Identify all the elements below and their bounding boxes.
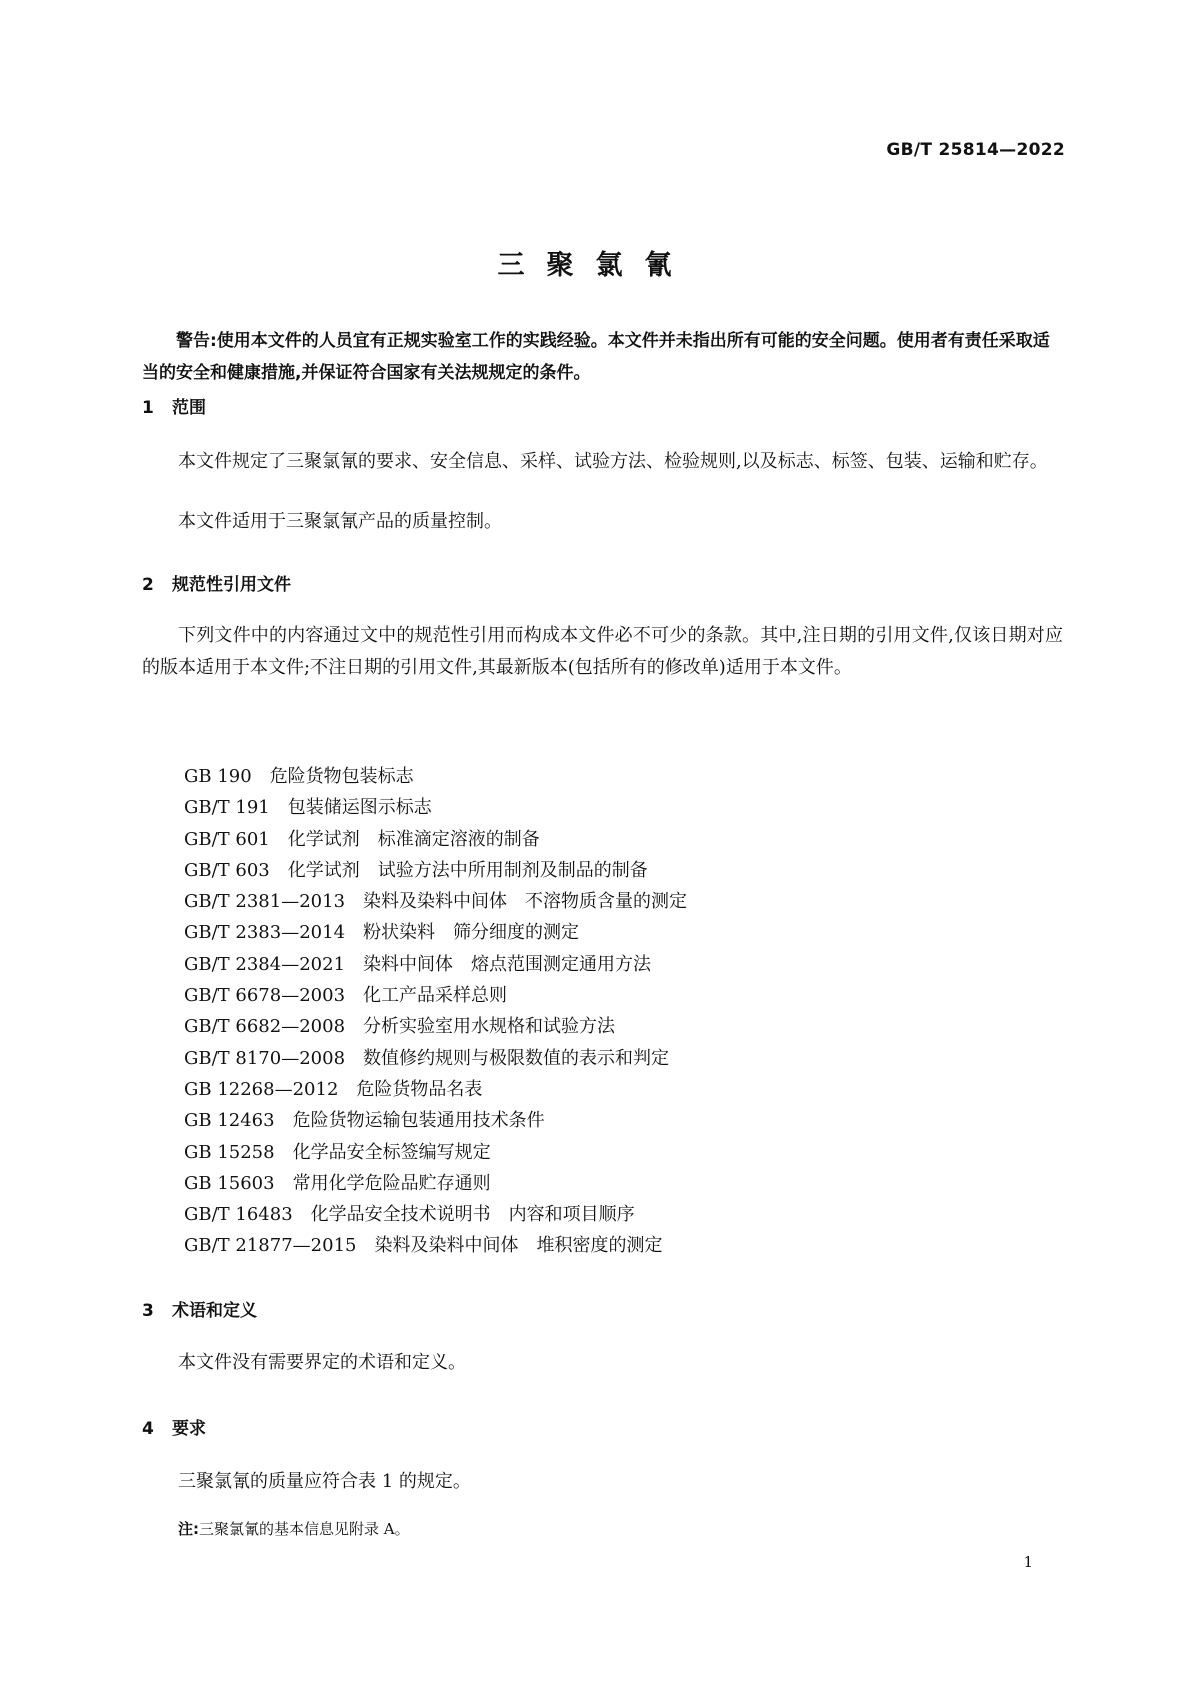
section-heading-requirements [142,1414,206,1439]
reference-code: GB/T 6678—2003 [184,985,346,1007]
reference-title: 染料及染料中间体 [374,1235,519,1257]
reference-title: 化学试剂 [287,859,360,881]
reference-list [184,761,687,1262]
section-heading-terms [142,1296,257,1321]
reference-code: GB 12463 [184,1110,275,1132]
reference-code: GB/T 603 [184,859,270,881]
reference-subtitle: 筛分细度的测定 [453,922,580,944]
reference-item [184,1011,687,1042]
scope-applicability-paragraph: 本文件适用于三聚氯氰产品的质量控制。 [178,511,502,532]
document-title: 三聚氯氰 [497,250,694,281]
reference-code: GB/T 6682—2008 [184,1016,346,1038]
reference-code: GB/T 2384—2021 [184,953,346,975]
note [178,1518,410,1539]
section-number: 2 [142,575,154,595]
reference-title: 数值修约规则与极限数值的表示和判定 [363,1047,670,1069]
reference-item [184,824,687,855]
reference-subtitle: 熔点范围测定通用方法 [471,953,652,975]
reference-title: 分析实验室用水规格和试验方法 [363,1016,616,1038]
reference-code: GB/T 601 [184,828,270,850]
reference-item [184,980,687,1011]
requirements-paragraph: 三聚氯氰的质量应符合表 1 的规定。 [178,1471,471,1492]
warning-paragraph: 警告:使用本文件的人员宜有正规实验室工作的实践经验。本文件并未指出所有可能的安全问题。使用者有责任采取适当的安全和健康措施,并保证符合国家有关法规规定的条件。 [142,331,1050,383]
reference-code: GB/T 21877—2015 [184,1235,357,1257]
reference-code: GB/T 2383—2014 [184,922,346,944]
reference-subtitle: 内容和项目顺序 [508,1204,635,1226]
reference-item [184,1043,687,1074]
reference-item [184,949,687,980]
reference-subtitle: 不溶物质含量的测定 [525,891,688,913]
note-label: 注: [178,1520,199,1538]
reference-code: GB 15258 [184,1141,275,1163]
reference-title: 危险货物包装标志 [269,766,414,787]
reference-item [184,1105,687,1136]
section-heading-scope [142,393,206,418]
reference-code: GB/T 8170—2008 [184,1047,346,1069]
section-number: 3 [142,1301,154,1321]
reference-code: GB 15603 [184,1172,275,1194]
reference-title: 化工产品采样总则 [363,985,508,1007]
section-title: 术语和定义 [172,1301,257,1321]
reference-code: GB/T 191 [184,797,270,819]
reference-title: 染料中间体 [363,953,454,975]
terms-paragraph: 本文件没有需要界定的术语和定义。 [178,1352,466,1373]
reference-item [184,1074,687,1105]
standard-code: GB/T 25814—2022 [886,140,1065,160]
section-title: 范围 [172,398,206,418]
section-title: 要求 [172,1419,206,1439]
section-number: 4 [142,1419,154,1439]
reference-title: 化学试剂 [287,828,360,850]
reference-code: GB 190 [184,766,252,787]
page-number: 1 [1023,1553,1033,1571]
note-text: 三聚氯氰的基本信息见附录 A。 [199,1520,410,1538]
reference-subtitle: 试验方法中所用制剂及制品的制备 [377,859,648,881]
reference-code: GB/T 2381—2013 [184,891,346,913]
reference-title: 染料及染料中间体 [363,891,508,913]
section-heading-normative-references [142,570,291,595]
section-title: 规范性引用文件 [172,575,291,595]
reference-title: 危险货物运输包装通用技术条件 [292,1110,545,1132]
reference-item [184,886,687,917]
reference-title: 常用化学危险品贮存通则 [292,1172,491,1194]
reference-subtitle: 标准滴定溶液的制备 [377,828,540,850]
reference-item [184,1230,687,1261]
reference-code: GB/T 16483 [184,1204,293,1226]
scope-paragraph: 本文件规定了三聚氯氰的要求、安全信息、采样、试验方法、检验规则,以及标志、标签、包装、运输和贮存。 [178,451,1048,472]
reference-title: 化学品安全标签编写规定 [292,1141,491,1163]
reference-code: GB 12268—2012 [184,1078,339,1100]
reference-item [184,761,687,792]
normative-intro-paragraph: 下列文件中的内容通过文中的规范性引用而构成本文件必不可少的条款。其中,注日期的引用文件,仅该日期对应的版本适用于本文件;不注日期的引用文件,其最新版本(包括所有的修改单)适用于本文件。 [142,625,1063,678]
reference-item [184,1137,687,1168]
reference-item [184,855,687,886]
section-number: 1 [142,398,154,418]
reference-item [184,1199,687,1230]
reference-title: 粉状染料 [363,922,436,944]
reference-title: 包装储运图示标志 [287,797,432,819]
reference-item [184,792,687,823]
reference-title: 危险货物品名表 [356,1078,483,1100]
reference-item [184,917,687,948]
reference-subtitle: 堆积密度的测定 [536,1235,663,1257]
reference-item [184,1168,687,1199]
reference-title: 化学品安全技术说明书 [310,1204,491,1226]
